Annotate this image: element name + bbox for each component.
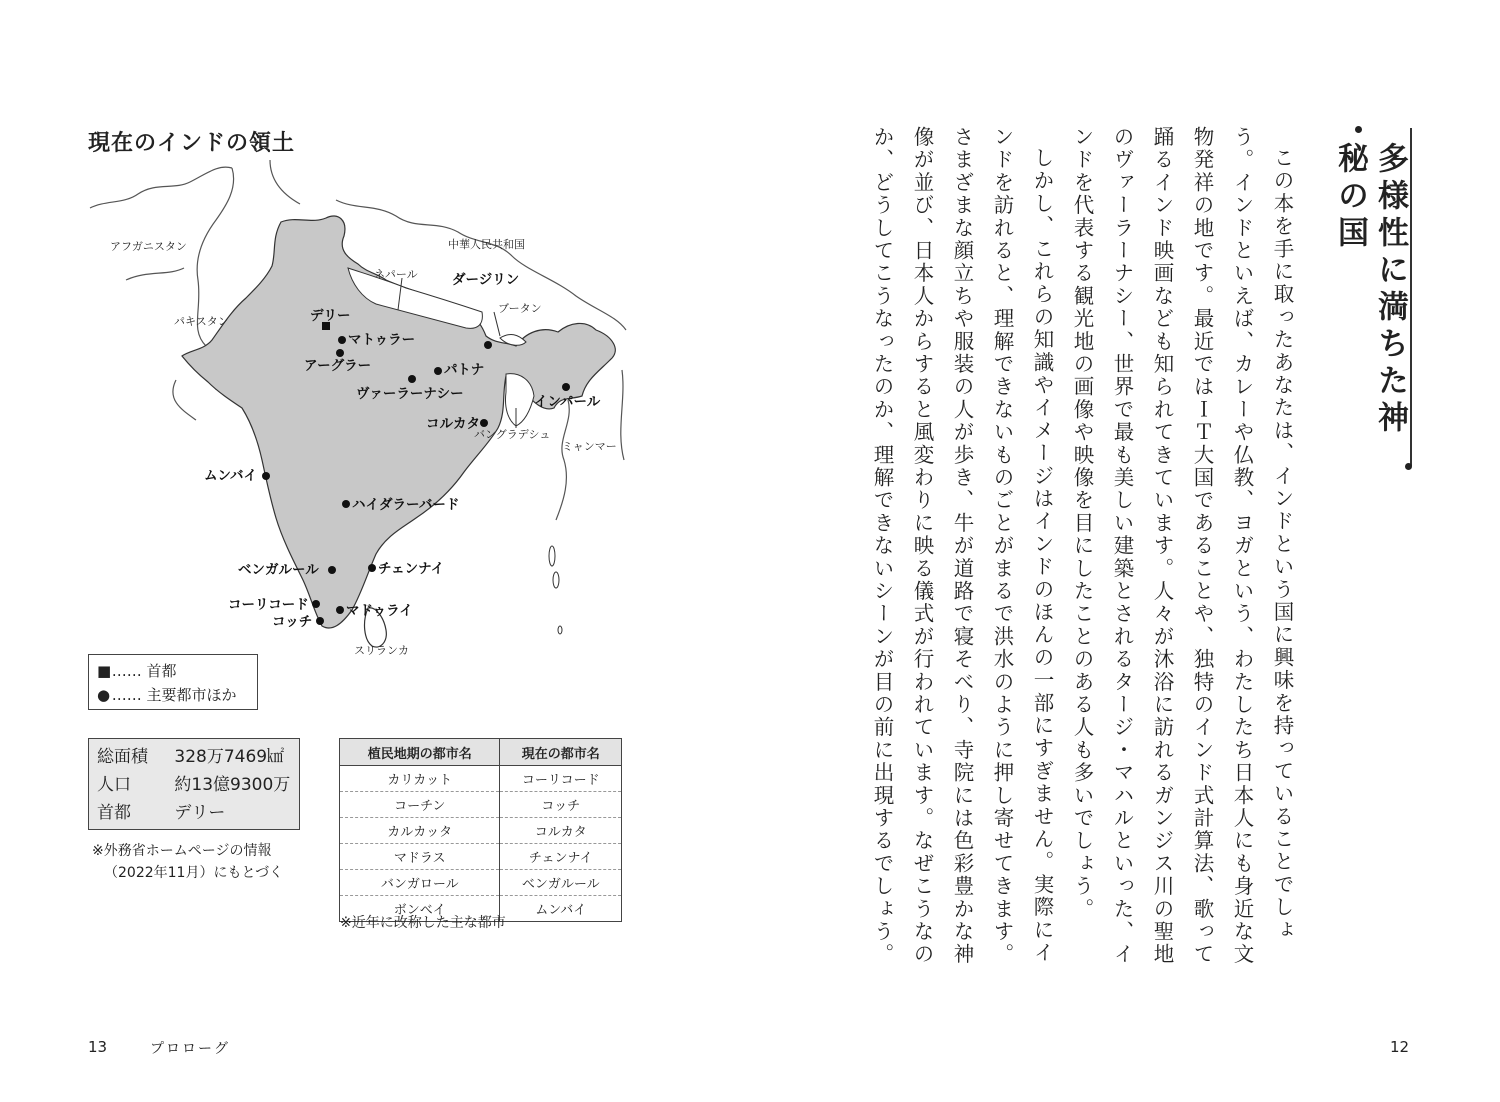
marker-imphal [562,383,570,391]
capital-square-icon: ■ [97,662,112,680]
legend-row-city [97,683,249,707]
city-label-patna: パトナ [444,362,485,377]
table-row [340,792,622,818]
city-label-mathura: マトゥラー [348,332,416,347]
stats-row-area [97,743,291,771]
city-label-hyderabad: ハイダラーバード [352,497,460,512]
table-cell: チェンナイ [500,844,622,870]
stats-note-line: （2022年11月）にもとづく [104,865,284,881]
city-label-imphal: インパール [534,394,601,409]
marker-kozhikode [312,600,320,608]
stats-value: 328万7469㎢ [174,747,285,767]
table-cell: コルカタ [500,818,622,844]
marker-hyderabad [342,500,350,508]
stats-key: 首都 [97,803,131,823]
marker-darjeeling [484,341,492,349]
label-bhutan: ブータン [498,303,542,315]
marker-agra [336,349,344,357]
stats-note-line: ※外務省ホームページの情報 [92,843,272,859]
marker-mumbai [262,472,270,480]
marker-kolkata [480,419,488,427]
paragraph: しかし、これらの知識やイメージはインドのほんの一部にすぎません。実際にインドを訪れると、理解できないものごとがまるで洪水のように押し寄せてきます。さまざまな顔立ちや服装の人が歩き、牛が道路で寝そべり、寺院には色彩豊かな神像が並び、日本人からすると風変わりに映る儀式が行われています。なぜこうなのか、どうしてこうなったのか、理解できないシーンが目の前に出現するでしょう。 [870,126,1054,966]
city-label-delhi: デリー [310,308,351,323]
city-label-chennai: チェンナイ [378,561,445,576]
city-label-kolkata: コルカタ [426,416,480,431]
marker-bengaluru [328,566,336,574]
stats-value: デリー [174,803,226,823]
stats-row-capital [97,799,291,827]
page-number-right: 12 [1390,1038,1410,1056]
city-dot-icon: ● [97,686,111,704]
page-number-left: 13 [88,1038,108,1056]
heading-dot-top [1355,126,1362,133]
marker-madurai [336,606,344,614]
stats-key: 人口 [97,775,131,795]
stats-note [92,840,283,884]
label-myanmar: ミャンマー [562,441,617,453]
marker-delhi [322,322,330,330]
marker-patna [434,367,442,375]
label-srilanka: スリランカ [354,645,409,657]
marker-chennai [368,564,376,572]
table-row [340,766,622,792]
table-cell: カリカット [340,766,500,792]
label-pakistan: パキスタン [174,316,229,328]
map-legend [88,654,258,710]
table-cell: コーチン [340,792,500,818]
stats-value: 約13億9300万 [174,775,291,795]
table-cell: ムンバイ [500,896,622,922]
city-label-varanasi: ヴァーラーナシー [356,386,464,401]
right-page [750,0,1500,1102]
table-header: 植民地期の都市名 [340,739,500,766]
label-nepal: ネパール [374,269,418,281]
india-map [86,160,631,657]
marker-kochi [316,617,324,625]
legend-text-city: …… 主要都市ほか [111,686,237,704]
table-cell: マドラス [340,844,500,870]
table-row [340,844,622,870]
table-cell: コッチ [500,792,622,818]
table-row [340,818,622,844]
table-cell: ボンベイ [340,896,500,922]
legend-text-capital: …… 首都 [111,662,177,680]
city-label-bengaluru: ベンガルール [238,562,319,577]
table-cell: バンガロール [340,870,500,896]
table-cell: カルカッタ [340,818,500,844]
table-header: 現在の都市名 [500,739,622,766]
heading-dot-bottom [1405,463,1412,470]
table-cell: コーリコード [500,766,622,792]
marker-mathura [338,336,346,344]
city-rename-table [339,738,622,922]
paragraph: この本を手に取ったあなたは、インドという国に興味を持っていることでしょう。インドといえば、カレーや仏教、ヨガという、わたしたち日本人にも身近な文物発祥の地です。最近ではＩＴ大国であることや、独特のインド式計算法、歌って踊るインド映画なども知られてきています。人々が沐浴に訪れるガンジス川の聖地のヴァーラーナシー、世界で最も美しい建築とされるタージ・マハルといった、インドを代表する観光地の画像や映像を目にしたことのある人も多いでしょう。 [1070,126,1294,966]
chapter-title: プロローグ [150,1041,230,1057]
city-label-kochi: コッチ [272,614,313,629]
table-cell: ベンガルール [500,870,622,896]
table-note: ※近年に改称した主な都市 [340,915,506,931]
legend-row-capital [97,659,249,683]
label-china: 中華人民共和国 [448,239,525,251]
city-label-darjeeling: ダージリン [452,272,520,287]
stats-key: 総面積 [97,747,148,767]
city-label-mumbai: ムンバイ [204,468,258,483]
marker-varanasi [408,375,416,383]
stats-box [88,738,300,830]
label-afghanistan: アフガニスタン [110,241,187,253]
body-text [862,126,1302,986]
stats-row-population [97,771,291,799]
table-row [340,870,622,896]
map-title: 現在のインドの領土 [88,131,296,156]
table-header-row [340,739,622,766]
city-label-madurai: マドゥライ [346,603,413,618]
section-heading: 多様性に満ちた神秘の国 [1372,128,1412,466]
city-label-agra: アーグラー [304,358,372,373]
city-label-kozhikode: コーリコード [228,597,309,612]
label-bangladesh: バングラデシュ [474,429,551,441]
